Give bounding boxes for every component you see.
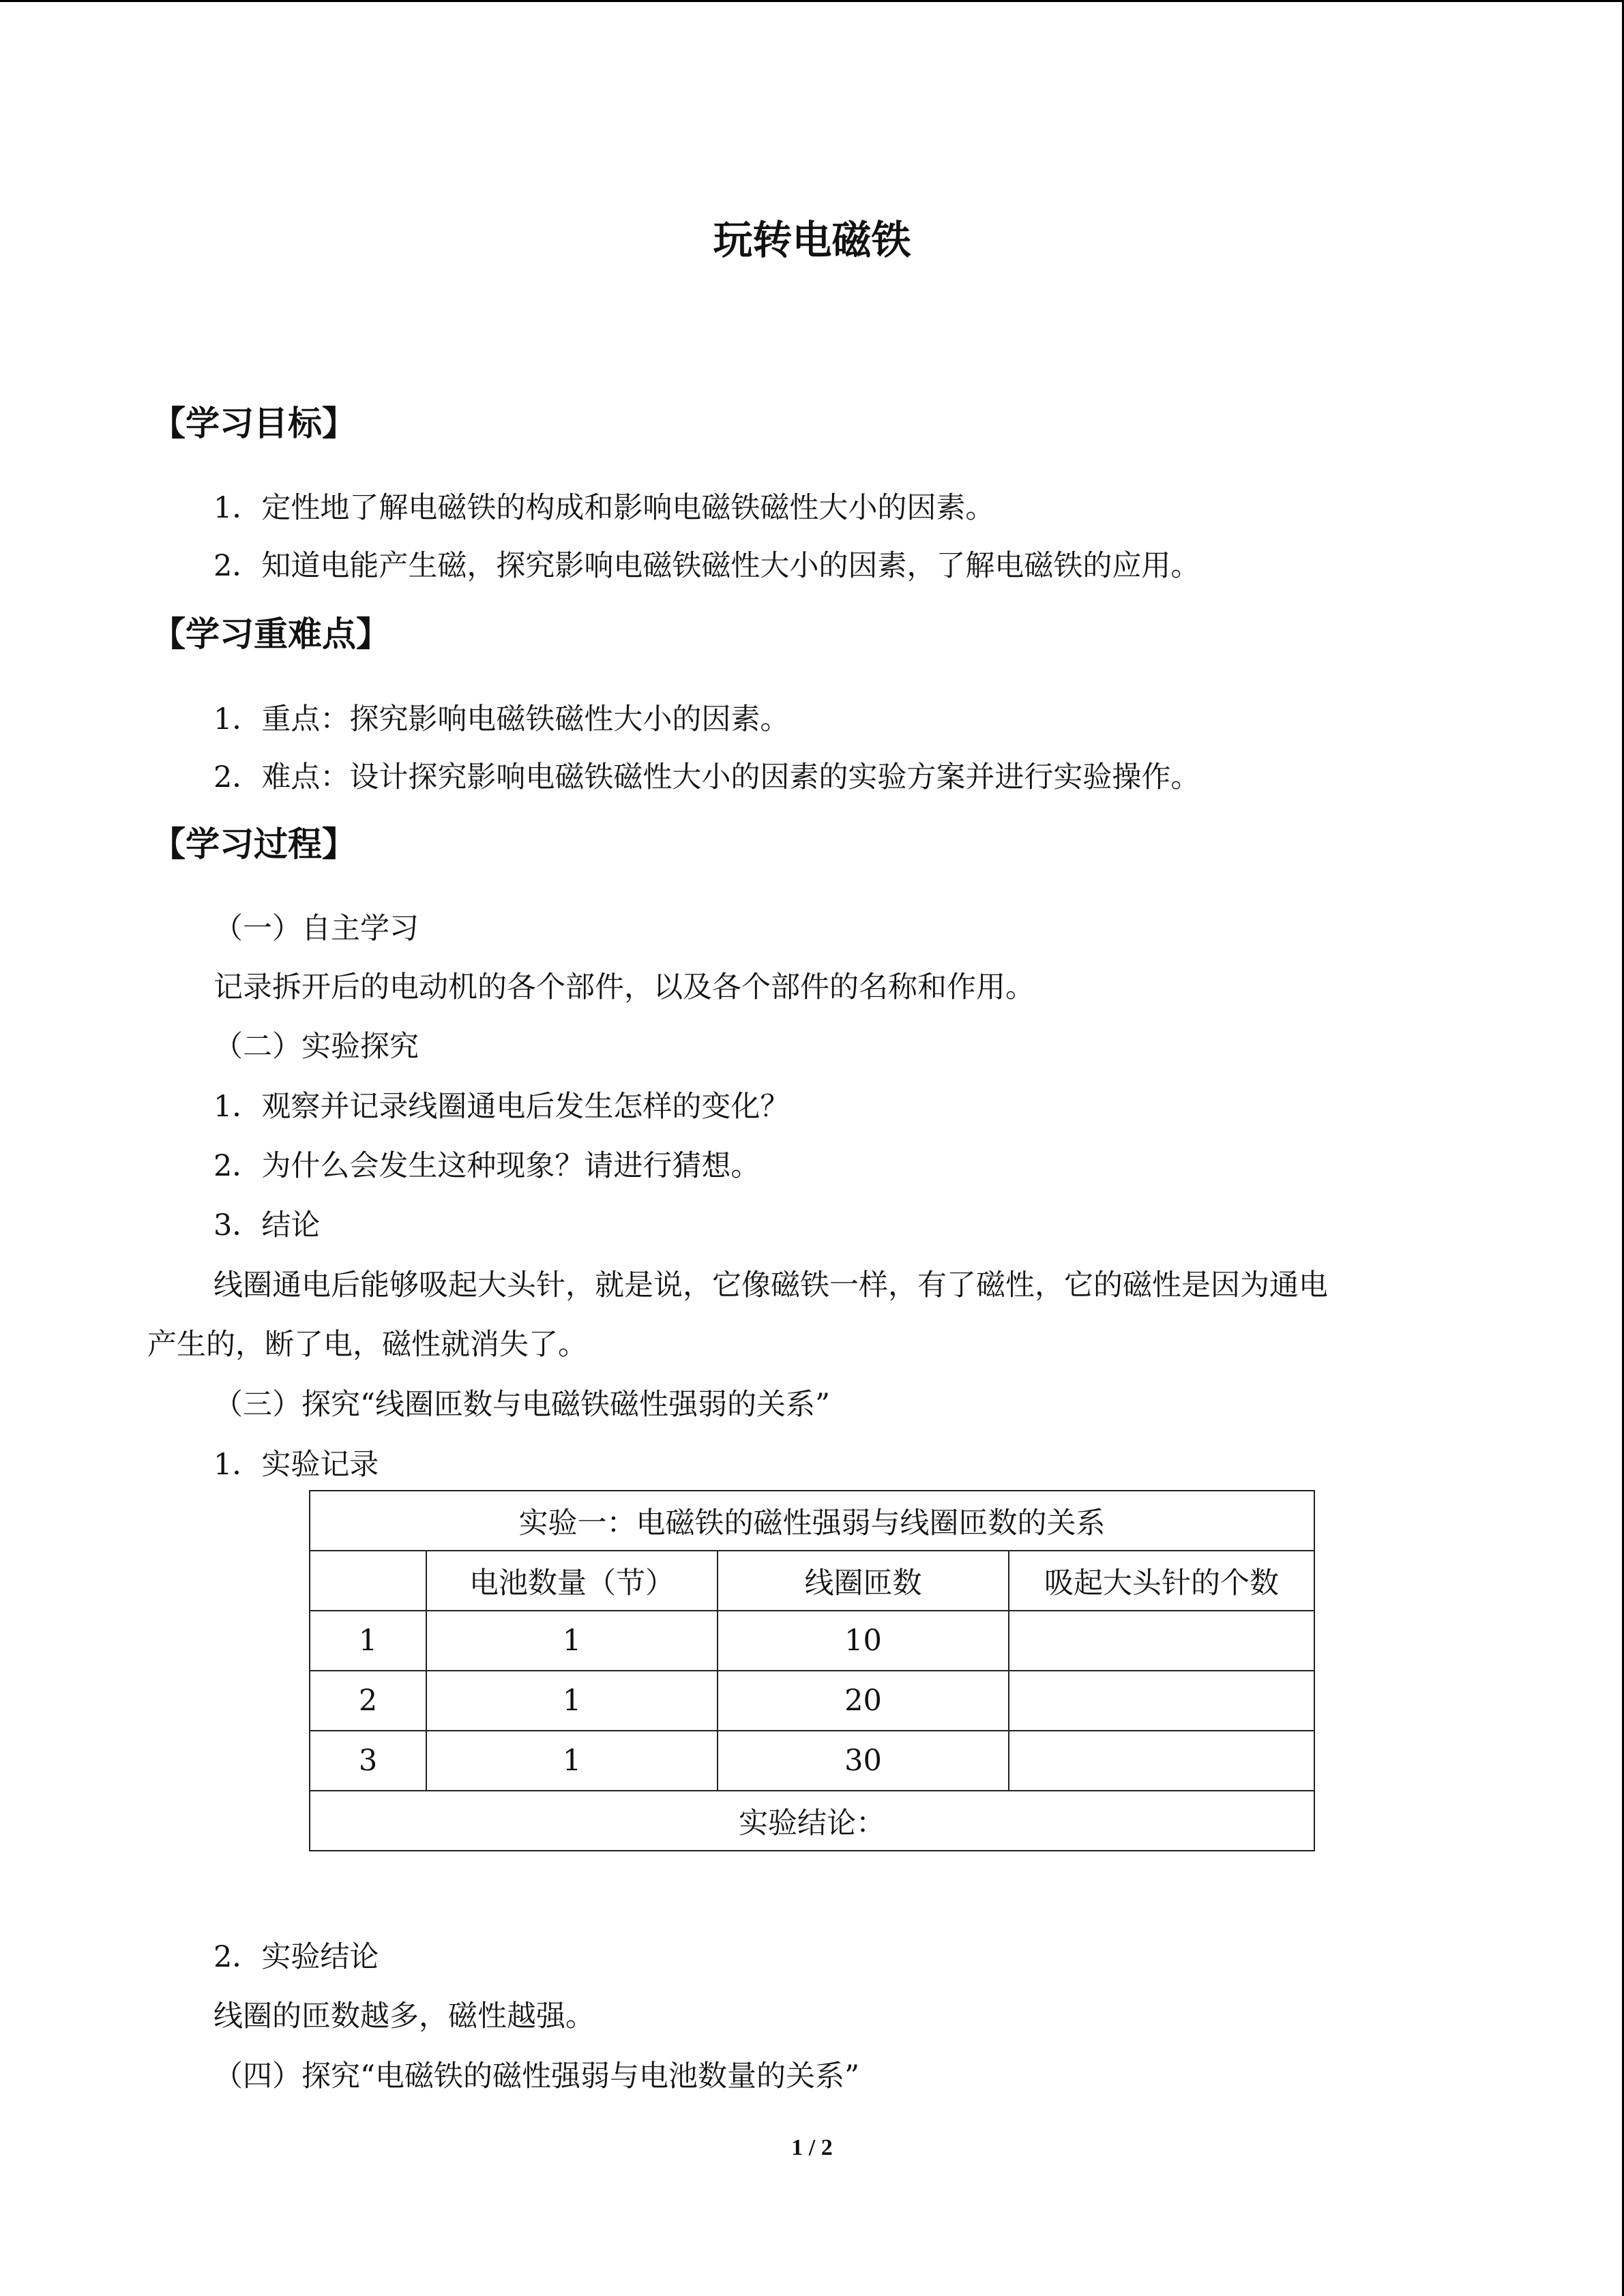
keypoint-item-1: 1．重点：探究影响电磁铁磁性大小的因素。 — [213, 702, 790, 736]
page-title: 玩转电磁铁 — [713, 217, 911, 263]
conclusion-line-2: 产生的，断了电，磁性就消失了。 — [147, 1328, 587, 1362]
table-caption-row — [310, 1491, 1314, 1551]
table-row — [310, 1731, 1314, 1791]
heading-goals: 【学习目标】 — [151, 404, 356, 443]
table-footer-row — [310, 1791, 1314, 1851]
table-cell-empty — [1009, 1731, 1314, 1791]
table-cell: 1 — [426, 1731, 718, 1791]
table-header-battery: 电池数量（节） — [426, 1551, 718, 1611]
table-row — [310, 1671, 1314, 1731]
conclusion-line-1: 线圈通电后能够吸起大头针，就是说，它像磁铁一样，有了磁性，它的磁性是因为通电 — [213, 1268, 1328, 1302]
result-text: 线圈的匝数越多，磁性越强。 — [213, 1999, 595, 2033]
question-2: 2．为什么会发生这种现象？请进行猜想。 — [213, 1149, 761, 1183]
experiment-title: （二）实验探究 — [213, 1030, 419, 1064]
table-cell: 10 — [718, 1611, 1009, 1671]
keypoint-item-2: 2．难点：设计探究影响电磁铁磁性大小的因素的实验方案并进行实验操作。 — [213, 760, 1200, 794]
question-1: 1．观察并记录线圈通电后发生怎样的变化？ — [213, 1090, 790, 1124]
table-cell: 20 — [718, 1671, 1009, 1731]
explore-3-title: （三）探究“线圈匝数与电磁铁磁性强弱的关系” — [213, 1388, 830, 1422]
table-cell: 1 — [310, 1611, 426, 1671]
self-study-text: 记录拆开后的电动机的各个部件，以及各个部件的名称和作用。 — [213, 970, 1035, 1004]
table-cell: 1 — [426, 1671, 718, 1731]
result-label: 2．实验结论 — [213, 1940, 379, 1974]
page-border-top — [0, 0, 1624, 2]
table-header-coil: 线圈匝数 — [718, 1551, 1009, 1611]
table-header-pins: 吸起大头针的个数 — [1009, 1551, 1314, 1611]
table-cell: 2 — [310, 1671, 426, 1731]
self-study-title: （一）自主学习 — [213, 912, 419, 946]
table-header-index — [310, 1551, 426, 1611]
table-row — [310, 1611, 1314, 1671]
table-header-row — [310, 1551, 1314, 1611]
table-cell: 1 — [426, 1611, 718, 1671]
goal-item-1: 1．定性地了解电磁铁的构成和影响电磁铁磁性大小的因素。 — [213, 491, 995, 525]
table-cell: 30 — [718, 1731, 1009, 1791]
table-cell-empty — [1009, 1671, 1314, 1731]
table-cell: 3 — [310, 1731, 426, 1791]
table-cell-empty — [1009, 1611, 1314, 1671]
table-footer: 实验结论： — [310, 1791, 1314, 1851]
explore-4-title: （四）探究“电磁铁的磁性强弱与电池数量的关系” — [213, 2059, 859, 2093]
experiment-table — [309, 1490, 1315, 1851]
question-3: 3．结论 — [213, 1208, 321, 1242]
record-label: 1．实验记录 — [213, 1448, 379, 1482]
goal-item-2: 2．知道电能产生磁，探究影响电磁铁磁性大小的因素，了解电磁铁的应用。 — [213, 549, 1200, 583]
page-indicator: 1 / 2 — [791, 2135, 833, 2160]
table-caption: 实验一：电磁铁的磁性强弱与线圈匝数的关系 — [310, 1491, 1314, 1551]
heading-process: 【学习过程】 — [151, 824, 356, 864]
heading-keypoints: 【学习重难点】 — [151, 614, 390, 654]
